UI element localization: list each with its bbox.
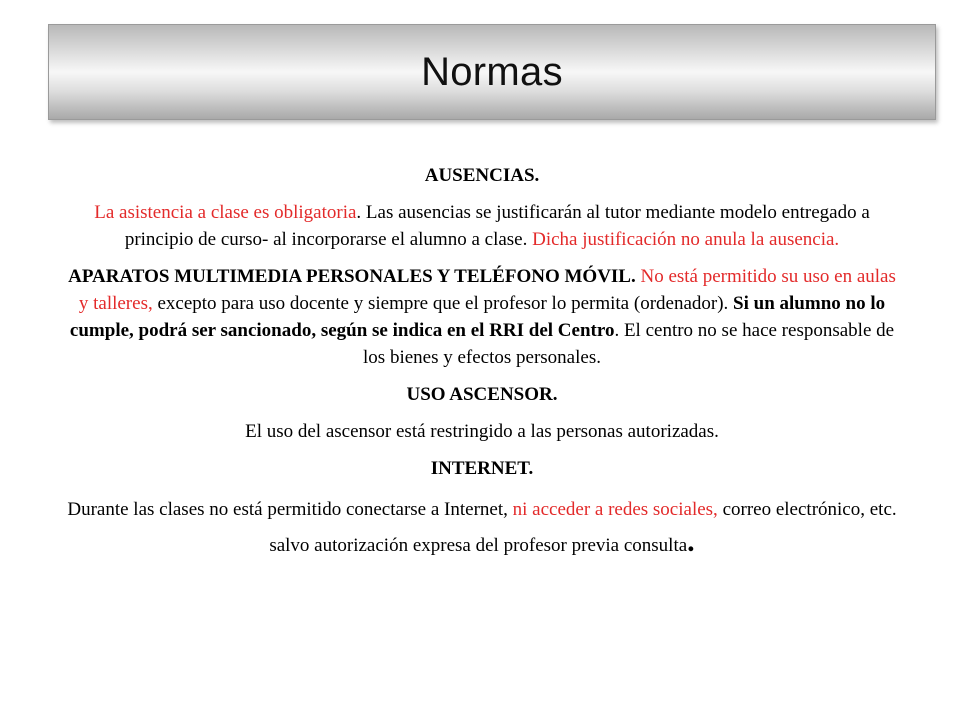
internet-paragraph [62, 492, 902, 564]
aparatos-bold-1: Si un alumno no lo cumple, podrá ser sancionado, según se indica en el RRI del Centro [69, 293, 886, 341]
ascensor-paragraph: El uso del ascensor está restringido a las personas autorizadas. [245, 421, 719, 442]
ausencias-text-1: . Las ausencias se justificarán al tutor mediante modelo entregado a principio de curso- al incorporarse el alumno a clase. [124, 202, 870, 250]
title-banner [48, 24, 936, 120]
aparatos-paragraph [62, 263, 902, 371]
rules-content [62, 162, 902, 564]
section-heading-internet: INTERNET. [430, 458, 534, 479]
aparatos-text-2: . El centro no se hace responsable de los bienes y efectos personales. [363, 320, 895, 368]
ausencias-red-2: Dicha justificación no anula la ausencia. [532, 229, 840, 250]
internet-red-1: ni acceder a redes sociales, [512, 499, 718, 520]
aparatos-red-1: No está permitido su uso en aulas y talleres, [78, 266, 896, 314]
internet-text-2: correo electrónico, etc. salvo autorización expresa del profesor previa consulta [269, 499, 897, 556]
ausencias-red-1: La asistencia a clase es obligatoria [94, 202, 357, 223]
internet-text-1: Durante las clases no está permitido conectarse a Internet, [67, 499, 513, 520]
aparatos-text-1: excepto para uso docente y siempre que el profesor lo permita (ordenador). [152, 293, 734, 314]
section-heading-aparatos: APARATOS MULTIMEDIA PERSONALES Y TELÉFONO MÓVIL. [68, 266, 636, 287]
ausencias-paragraph [62, 199, 902, 253]
page-title: Normas [421, 49, 563, 94]
section-heading-ascensor: USO ASCENSOR. [406, 384, 558, 405]
internet-end-period: . [687, 525, 695, 558]
section-heading-ausencias: AUSENCIAS. [424, 165, 540, 186]
